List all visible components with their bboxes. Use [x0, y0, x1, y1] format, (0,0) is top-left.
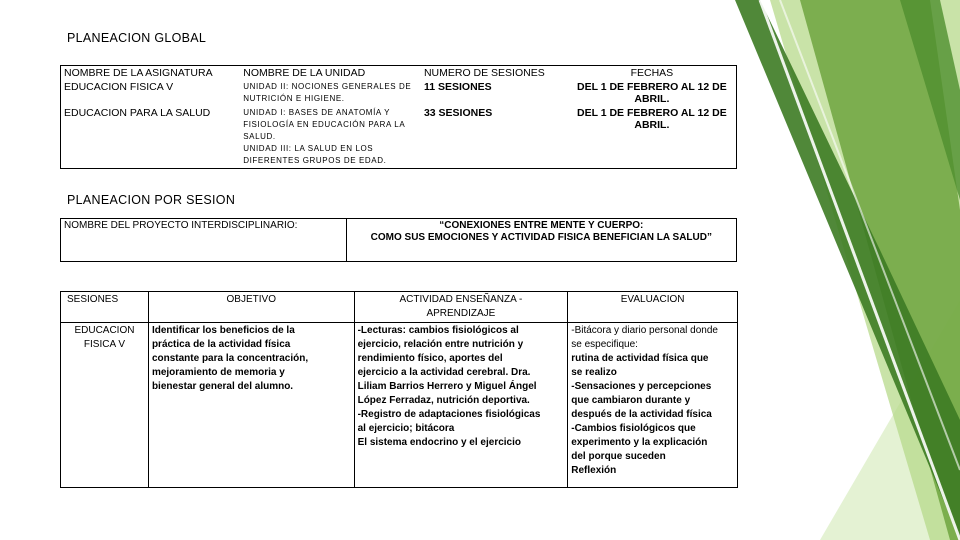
project-title-line: “CONEXIONES ENTRE MENTE Y CUERPO:: [439, 220, 644, 231]
objetivo-line: bienestar general del alumno.: [151, 381, 294, 392]
evaluacion-line: -Sensaciones y percepciones: [571, 381, 712, 392]
date-line: DEL 1 DE FEBRERO AL 12 DE: [576, 81, 727, 93]
evaluacion-line: -Cambios fisiológicos que: [571, 423, 696, 434]
date-line: ABRIL.: [634, 119, 670, 131]
header-actividad: [354, 292, 568, 323]
dates-cell: [568, 106, 737, 169]
unit-line: SALUD.: [243, 132, 276, 141]
header-asignatura: NOMBRE DE LA ASIGNATURA: [64, 67, 213, 79]
evaluacion-line: Reflexión: [571, 465, 617, 476]
objetivo-line: mejoramiento de memoria y: [151, 367, 285, 378]
actividad-line: al ejercicio; bitácora: [357, 423, 455, 434]
unit-line: UNIDAD III: LA SALUD EN LOS: [243, 144, 374, 153]
actividad-line: El sistema endocrino y el ejercicio: [357, 437, 521, 448]
actividad-line: ejercicio a la actividad cerebral. Dra.: [357, 367, 531, 378]
header-objetivo: OBJETIVO: [148, 292, 354, 323]
evaluacion-line: se especifique:: [571, 339, 638, 350]
actividad-line: López Ferradaz, nutrición deportiva.: [357, 395, 530, 406]
unit-line: NUTRICIÓN E HIGIENE.: [243, 94, 345, 103]
date-line: DEL 1 DE FEBRERO AL 12 DE: [576, 107, 727, 119]
sessions-cell: 33 SESIONES: [423, 107, 493, 119]
session-table: [60, 291, 738, 488]
evaluacion-line: -Bitácora y diario personal donde: [571, 325, 718, 336]
sessions-cell: 11 SESIONES: [423, 81, 492, 93]
unit-line: DIFERENTES GRUPOS DE EDAD.: [243, 156, 387, 165]
table-row: [61, 80, 737, 106]
project-table: [60, 218, 737, 262]
header-sesiones: SESIONES: [61, 292, 149, 323]
heading-planeacion-sesion: PLANEACION POR SESION: [67, 193, 236, 207]
header-unidad: NOMBRE DE LA UNIDAD: [243, 67, 366, 79]
session-table-header-row: [61, 292, 738, 323]
header-actividad-line: APRENDIZAJE: [426, 308, 496, 319]
project-row: [61, 219, 737, 262]
project-title: [346, 219, 736, 262]
objetivo-cell: [148, 323, 354, 488]
evaluacion-line: se realizo: [571, 367, 617, 378]
unit-cell: [240, 106, 421, 169]
objetivo-line: constante para la concentración,: [151, 353, 309, 364]
table-row: [61, 106, 737, 169]
sesiones-line: EDUCACION: [74, 325, 135, 336]
objetivo-line: práctica de la actividad física: [151, 339, 291, 350]
objetivo-line: Identificar los beneficios de la: [151, 325, 295, 336]
header-sesiones: NUMERO DE SESIONES: [423, 67, 545, 79]
actividad-line: Liliam Barrios Herrero y Miguel Ángel: [357, 381, 537, 392]
unit-line: UNIDAD I: BASES DE ANATOMÍA Y: [243, 108, 391, 117]
subject-cell: EDUCACION FISICA V: [64, 81, 174, 93]
actividad-cell: [354, 323, 568, 488]
actividad-line: -Registro de adaptaciones fisiológicas: [357, 409, 541, 420]
table-row: [61, 323, 738, 488]
heading-planeacion-global: PLANEACION GLOBAL: [67, 31, 207, 45]
project-label: NOMBRE DEL PROYECTO INTERDISCIPLINARIO:: [64, 220, 298, 231]
project-title-line: COMO SUS EMOCIONES Y ACTIVIDAD FISICA BENEFICIAN LA SALUD”: [370, 232, 712, 243]
actividad-line: ejercicio, relación entre nutrición y: [357, 339, 524, 350]
header-actividad-line: ACTIVIDAD ENSEÑANZA -: [399, 294, 523, 305]
date-line: ABRIL.: [634, 93, 670, 105]
evaluacion-line: experimento y la explicación: [571, 437, 708, 448]
unit-cell: [240, 80, 421, 106]
header-evaluacion: EVALUACION: [568, 292, 738, 323]
subject-cell: EDUCACION PARA LA SALUD: [64, 107, 211, 119]
global-table-header-row: [61, 66, 737, 81]
actividad-line: -Lecturas: cambios fisiológicos al: [357, 325, 519, 336]
evaluacion-line: rutina de actividad física que: [571, 353, 709, 364]
evaluacion-line: que cambiaron durante y: [571, 395, 691, 406]
evaluacion-line: después de la actividad física: [571, 409, 712, 420]
actividad-line: rendimiento físico, aportes del: [357, 353, 503, 364]
header-fechas: FECHAS: [630, 67, 674, 79]
evaluacion-cell: [568, 323, 738, 488]
unit-line: UNIDAD II: NOCIONES GENERALES DE: [243, 82, 412, 91]
dates-cell: [568, 80, 737, 106]
evaluacion-line: del porque suceden: [571, 451, 666, 462]
sesiones-line: FISICA V: [83, 339, 126, 350]
sesiones-cell: [61, 323, 149, 488]
unit-line: FISIOLOGÍA EN EDUCACIÓN PARA LA: [243, 120, 406, 129]
global-planning-table: [60, 65, 737, 169]
